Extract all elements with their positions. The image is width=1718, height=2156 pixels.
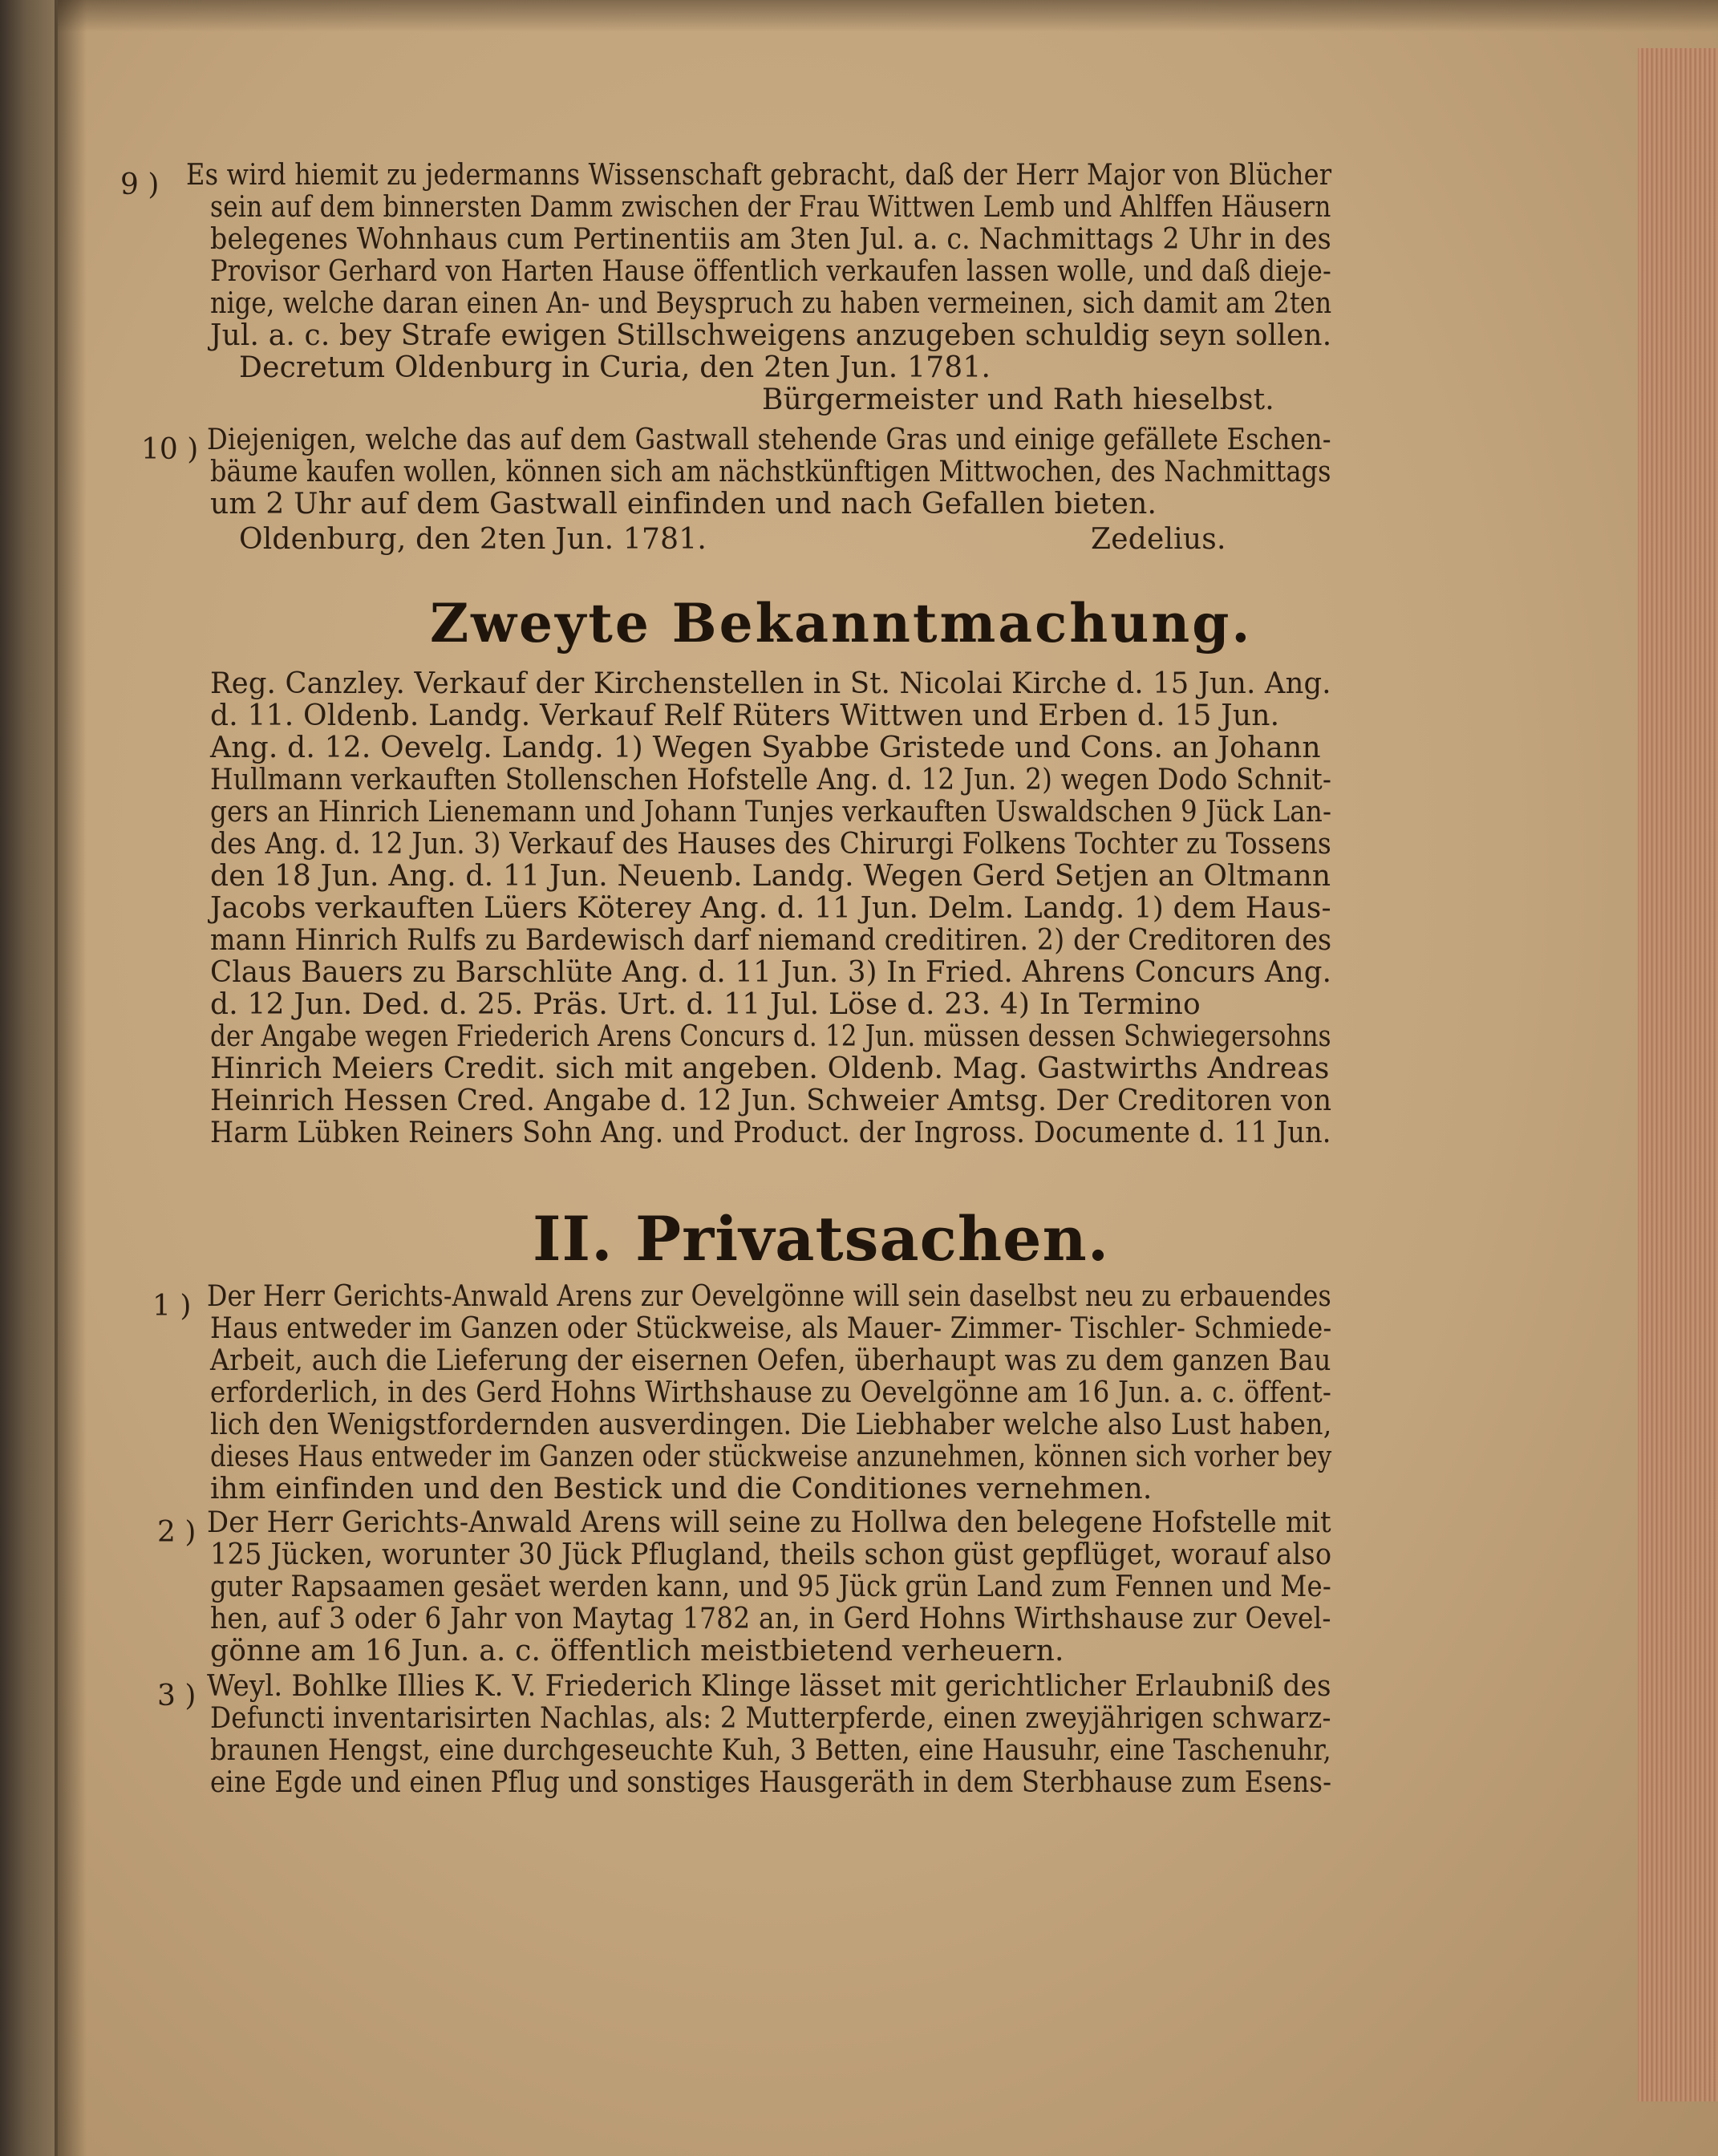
section-line: des Ang. d. 12 Jun. 3) Verkauf des Hauses des Chirurgi Folkens Tochter zu Tossens [210,828,1331,861]
notice-line: Provisor Gerhard von Harten Hause öffentlich verkaufen lassen wolle, und daß dieje- [210,255,1331,288]
section-heading-privat: II. Privatsachen. [533,1203,1110,1275]
notice-line: Diejenigen, welche das auf dem Gastwall stehende Gras und einige gefällete Eschen- [207,424,1331,456]
section-line: d. 11. Oldenb. Landg. Verkauf Relf Rüters Wittwen und Erben d. 15 Jun. [210,699,1280,732]
section-line: gers an Hinrich Lienemann und Johann Tunjes verkauften Uswaldschen 9 Jück Lan- [210,796,1332,829]
item-number: 1 ) [152,1290,192,1323]
item-line: ihm einfinden und den Bestick und die Conditiones vernehmen. [210,1473,1153,1506]
book-gutter [55,0,87,2156]
section-line: Claus Bauers zu Barschlüte Ang. d. 11 Jun. 3) In Fried. Ahrens Concurs Ang. [210,956,1332,989]
section-line: Hullmann verkauften Stollenschen Hofstelle Ang. d. 12 Jun. 2) wegen Dodo Schnit- [210,764,1332,796]
item-line: braunen Hengst, eine durchgeseuchte Kuh, 3 Betten, eine Hausuhr, eine Taschenuhr, [210,1734,1331,1767]
item-line: hen, auf 3 oder 6 Jahr von Maytag 1782 an, in Gerd Hohns Wirthshause zur Oevel- [210,1603,1331,1635]
section-line: Hinrich Meiers Credit. sich mit angeben. Oldenb. Mag. Gastwirths Andreas [210,1052,1330,1085]
facing-page-edge [0,0,58,2156]
notice-dateline: Oldenburg, den 2ten Jun. 1781. [239,523,707,556]
item-number: 2 ) [157,1516,197,1549]
item-line: Haus entweder im Ganzen oder Stückweise, als Mauer- Zimmer- Tischler- Schmiede- [210,1312,1332,1345]
item-line: Defuncti inventarisirten Nachlas, als: 2 Mutterpferde, einen zweyjährigen schwarz- [210,1702,1331,1735]
item-line: dieses Haus entweder im Ganzen oder stückweise anzunehmen, können sich vorher bey [210,1441,1332,1473]
notice-signature: Zedelius. [1091,523,1226,556]
item-number: 3 ) [157,1680,197,1712]
item-line: Der Herr Gerichts-Anwald Arens will seine zu Hollwa den belegene Hofstelle mit [207,1506,1331,1539]
notice-line: nige, welche daran einen An- und Beyspruch zu haben vermeinen, sich damit am 2ten [210,287,1332,320]
item-line: guter Rapsaamen gesäet werden kann, und 95 Jück grün Land zum Fennen und Me- [210,1570,1331,1603]
notice-line: bäume kaufen wollen, können sich am nächstkünftigen Mittwochen, des Nachmittags [210,456,1331,488]
section-line: Jacobs verkauften Lüers Köterey Ang. d. 11 Jun. Delm. Landg. 1) dem Haus- [210,892,1331,925]
section-line: Ang. d. 12. Oevelg. Landg. 1) Wegen Syabbe Gristede und Cons. an Johann [210,732,1321,764]
section-heading-zweyte: Zweyte Bekanntmachung. [430,592,1253,654]
notice-number: 9 ) [120,168,160,201]
section-line: mann Hinrich Rulfs zu Bardewisch darf niemand creditiren. 2) der Creditoren des [210,924,1332,957]
section-line: d. 12 Jun. Ded. d. 25. Präs. Urt. d. 11 Jul. Löse d. 23. 4) In Termino [210,988,1201,1021]
item-line: 125 Jücken, worunter 30 Jück Pflugland, theils schon güst gepflüget, worauf also [210,1538,1332,1571]
item-line: Weyl. Bohlke Illies K. V. Friederich Klinge lässet mit gerichtlicher Erlaubniß des [207,1670,1331,1703]
notice-line: um 2 Uhr auf dem Gastwall einfinden und nach Gefallen bieten. [210,488,1157,521]
item-line: lich den Wenigstfordernden ausverdingen. Die Liebhaber welche also Lust haben, [210,1408,1332,1441]
section-line: Heinrich Hessen Cred. Angabe d. 12 Jun. Schweier Amtsg. Der Creditoren von [210,1084,1332,1117]
item-line: Der Herr Gerichts-Anwald Arens zur Oevelgönne will sein daselbst neu zu erbauendes [207,1280,1331,1313]
notice-line: sein auf dem binnersten Damm zwischen der Frau Wittwen Lemb und Ahlffen Häusern [210,191,1331,224]
item-line: gönne am 16 Jun. a. c. öffentlich meistbietend verheuern. [210,1635,1064,1668]
section-line: Reg. Canzley. Verkauf der Kirchenstellen in St. Nicolai Kirche d. 15 Jun. Ang. [210,667,1331,700]
notice-signature: Bürgermeister und Rath hieselbst. [762,383,1274,416]
item-line: Arbeit, auch die Lieferung der eisernen Oefen, überhaupt was zu dem ganzen Bau [210,1344,1331,1377]
notice-line: Es wird hiemit zu jedermanns Wissenschaft gebracht, daß der Herr Major von Blücher [186,159,1332,192]
page-stack-edge [1638,48,1718,2101]
section-line: der Angabe wegen Friederich Arens Concurs d. 12 Jun. müssen dessen Schwiegersohns [210,1020,1331,1053]
notice-number: 10 ) [141,433,199,466]
page-top-shadow [0,0,1718,32]
section-line: Harm Lübken Reiners Sohn Ang. und Product. der Ingross. Documente d. 11 Jun. [210,1116,1331,1149]
notice-dateline: Decretum Oldenburg in Curia, den 2ten Jun. 1781. [239,351,991,384]
notice-line: belegenes Wohnhaus cum Pertinentiis am 3ten Jul. a. c. Nachmittags 2 Uhr in des [210,223,1331,256]
item-line: erforderlich, in des Gerd Hohns Wirthshause zu Oevelgönne am 16 Jun. a. c. öffent- [210,1376,1332,1409]
notice-line: Jul. a. c. bey Strafe ewigen Stillschweigens anzugeben schuldig seyn sollen. [210,319,1332,352]
section-line: den 18 Jun. Ang. d. 11 Jun. Neuenb. Landg. Wegen Gerd Setjen an Oltmann [210,860,1331,893]
item-line: eine Egde und einen Pflug und sonstiges Hausgeräth in dem Sterbhause zum Esens- [210,1766,1332,1799]
